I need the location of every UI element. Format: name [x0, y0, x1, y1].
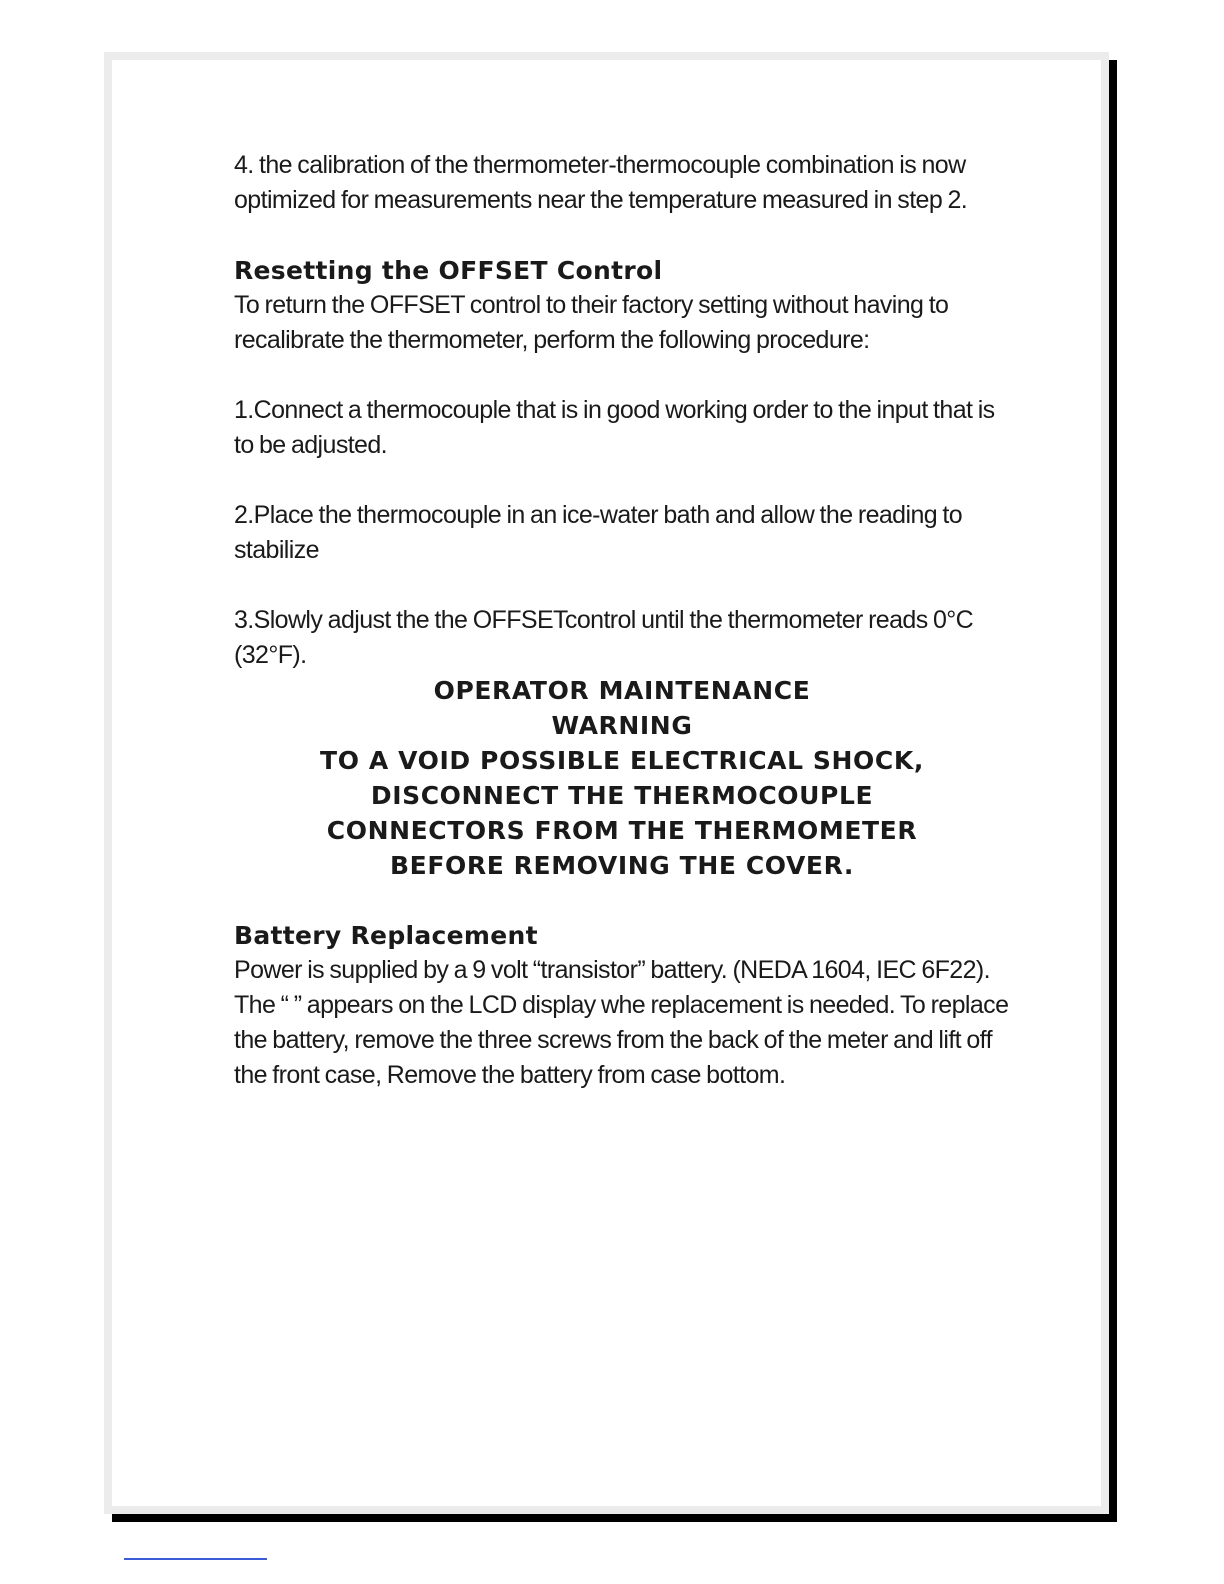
warning-line-3: CONNECTORS FROM THE THERMOMETER [326, 816, 918, 845]
step-4-paragraph: 4. the calibration of the thermometer-thermocouple combination is now optimized for measurements near the temperature measured in step 2. [234, 151, 968, 214]
page-content [234, 148, 1014, 1093]
warning-line-2: DISCONNECT THE THERMOCOUPLE [370, 781, 874, 810]
battery-replacement-paragraph: Power is supplied by a 9 volt “transistor” battery. (NEDA 1604, IEC 6F22). The “ ” appears on the LCD display whe replacement is needed. To replace the battery, remove the three screws from the back of the meter and lift off the front case, Remove the battery from case bottom. [234, 956, 1009, 1089]
maintenance-warning [234, 673, 1010, 883]
reset-intro-paragraph: To return the OFFSET control to their factory setting without having to recalibrate the thermometer, perform the following procedure: [234, 291, 949, 354]
reset-offset-heading: Resetting the OFFSET Control [234, 256, 663, 285]
reset-step-1: 1.Connect a thermocouple that is in good working order to the input that is to be adjusted. [234, 396, 995, 459]
footer-link-underline[interactable] [124, 1558, 267, 1560]
reset-step-3: 3.Slowly adjust the the OFFSETcontrol until the thermometer reads 0°C (32°F). [234, 606, 974, 669]
maintenance-title: OPERATOR MAINTENANCE [433, 676, 811, 705]
warning-line-1: TO A VOID POSSIBLE ELECTRICAL SHOCK, [320, 746, 924, 775]
battery-replacement-heading: Battery Replacement [234, 921, 538, 950]
warning-line-4: BEFORE REMOVING THE COVER. [389, 851, 854, 880]
reset-step-2: 2.Place the thermocouple in an ice-water bath and allow the reading to stabilize [234, 501, 963, 564]
warning-label: WARNING [551, 711, 693, 740]
